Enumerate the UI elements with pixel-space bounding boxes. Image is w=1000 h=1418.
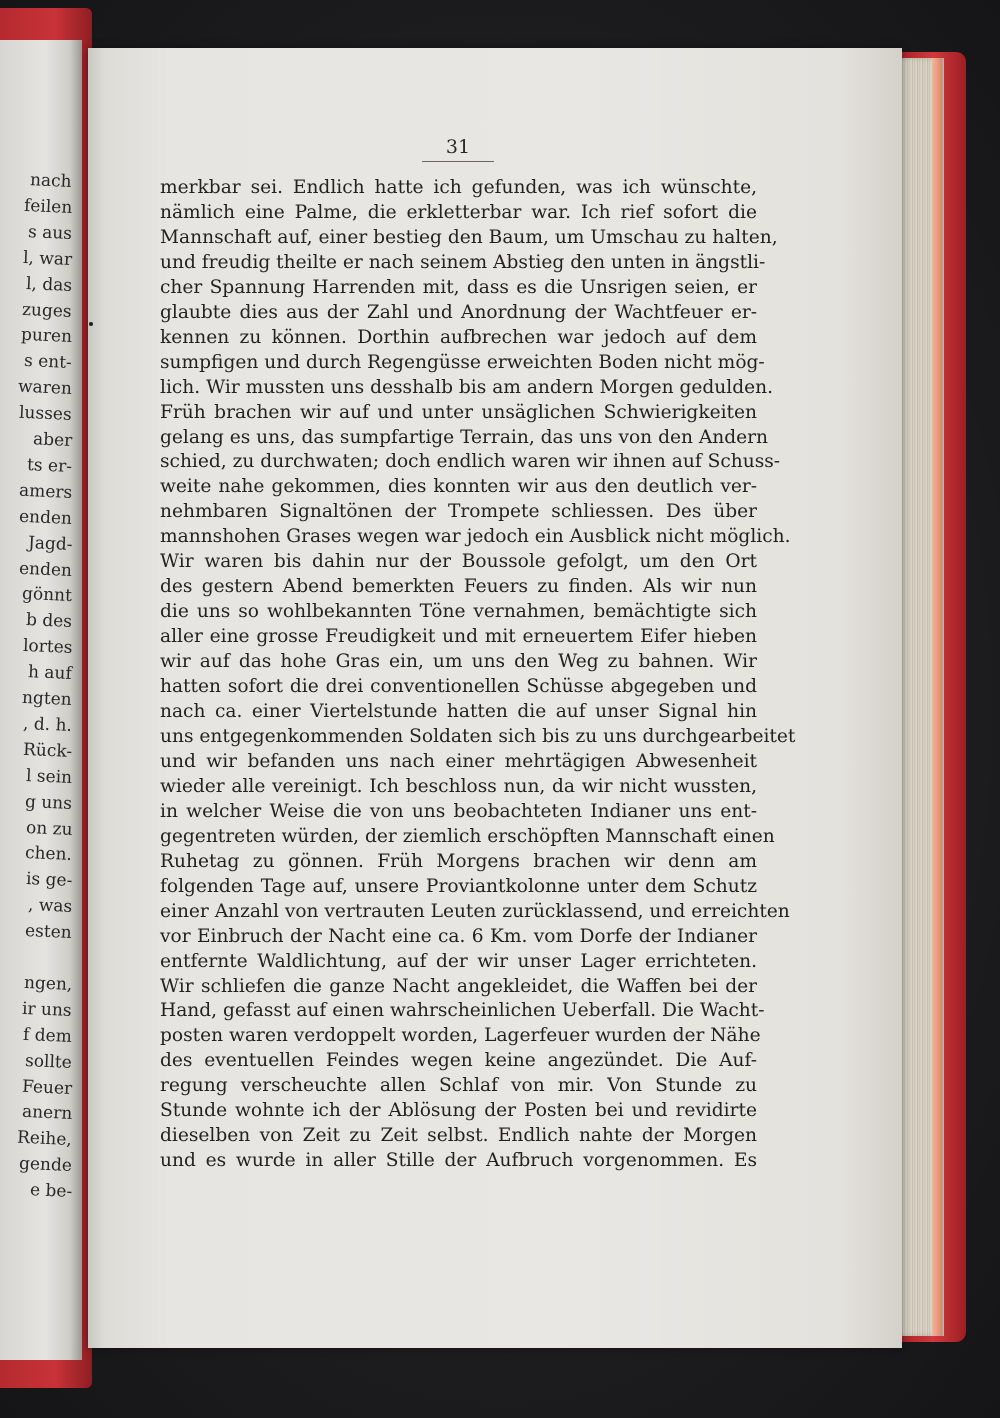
left-page-text-fragment: ir uns <box>22 998 73 1021</box>
text-line: weite nahe gekommen, dies konnten wir aus den deutlich ver- <box>160 476 757 498</box>
left-page-text-fragment: , was <box>27 895 73 918</box>
left-page-text-fragment: , d. h. <box>22 713 73 736</box>
text-line: regung verscheuchte allen Schlaf von mir. Von Stunde zu <box>160 1075 757 1097</box>
page-mark <box>89 322 93 326</box>
left-page-text-fragment: s ent- <box>23 351 73 374</box>
text-line: nämlich eine Palme, die erkletterbar war. Ich rief sofort die <box>160 201 757 223</box>
text-line: dieselben von Zeit zu Zeit selbst. Endlich nahte der Morgen <box>160 1125 757 1147</box>
text-line: folgenden Tage auf, unsere Proviantkolonne unter dem Schutz <box>160 875 757 897</box>
text-line: nach ca. einer Viertelstunde hatten die auf unser Signal hin <box>160 701 757 723</box>
text-line: vor Einbruch der Nacht eine ca. 6 Km. vom Dorfe der Indianer <box>160 925 757 947</box>
text-line: posten waren verdoppelt worden, Lagerfeuer wurden der Nähe <box>160 1025 761 1047</box>
text-line: sumpfigen und durch Regengüsse erweichten Boden nicht mög- <box>160 351 765 373</box>
left-page-text-fragment: s aus <box>27 221 73 244</box>
text-line: lich. Wir mussten uns desshalb bis am andern Morgen gedulden. <box>160 376 774 398</box>
left-page-text-fragment: sollte <box>24 1050 73 1073</box>
left-page-text-fragment: f dem <box>22 1024 73 1047</box>
left-page-text-fragment: is ge- <box>25 869 73 892</box>
left-page-text-fragment: b des <box>25 610 73 633</box>
left-page-text-fragment: ts er- <box>26 454 73 477</box>
text-line: und es wurde in aller Stille der Aufbruch vorgenommen. Es <box>160 1150 757 1172</box>
left-page-text-fragment: e be- <box>29 1180 73 1203</box>
text-line: und freudig theilte er nach seinem Abstieg den unten in ängstli- <box>160 251 766 273</box>
text-line: einer Anzahl von vertrauten Leuten zurücklassend, und erreichten <box>160 900 790 922</box>
left-page-text-fragment: amers <box>18 480 73 503</box>
left-page-text-fragment: g uns <box>24 791 73 814</box>
text-line: nehmbaren Signaltönen der Trompete schliessen. Des über <box>160 501 757 523</box>
text-line: glaubte dies aus der Zahl und Anordnung der Wachtfeuer er- <box>160 301 757 323</box>
text-line: in welcher Weise die von uns beobachteten Indianer uns ent- <box>160 800 757 822</box>
text-line: mannshohen Grases wegen war jedoch ein Ausblick nicht möglich. <box>160 526 791 548</box>
left-page-text-fragment: h auf <box>27 662 73 685</box>
left-page-text-fragment: feilen <box>23 195 73 218</box>
text-line: Stunde wohnte ich der Ablösung der Posten bei und revidirte <box>160 1100 757 1122</box>
text-line: Hand, gefasst auf einen wahrscheinlichen Ueberfall. Die Wacht- <box>160 1000 765 1022</box>
left-page-text-fragment: Rück- <box>22 739 73 762</box>
text-line: merkbar sei. Endlich hatte ich gefunden, was ich wünschte, <box>160 177 757 198</box>
left-page-text-fragment: anern <box>21 1102 73 1125</box>
left-page-text-fragment: l, das <box>25 273 73 296</box>
text-line: und wir befanden uns nach einer mehrtägigen Abwesenheit <box>160 750 757 772</box>
text-line: aller eine grosse Freudigkeit und mit erneuertem Eifer hieben <box>160 626 757 648</box>
page-edge-red-stain <box>932 58 942 1336</box>
text-line: die uns so wohlbekannten Töne vernahmen, bemächtigte sich <box>160 601 757 623</box>
left-page-text-fragment: esten <box>24 921 73 944</box>
left-page <box>0 40 82 1360</box>
text-line: des eventuellen Feindes wegen keine angezündet. Die Auf- <box>160 1050 757 1072</box>
text-line: uns entgegenkommenden Soldaten sich bis zu uns durchgearbeitet <box>160 725 796 747</box>
text-line: kennen zu können. Dorthin aufbrechen war jedoch auf dem <box>160 326 757 348</box>
left-page-text-fragment: enden <box>18 506 73 529</box>
page-number: 31 <box>422 136 494 162</box>
left-page-text-fragment: Reihe, <box>16 1127 73 1151</box>
text-line: gelang es uns, das sumpfartige Terrain, das uns von den Andern <box>160 426 769 448</box>
left-page-text-fragment: aber <box>32 429 73 451</box>
left-page-text-fragment: ngen, <box>23 972 73 995</box>
left-page-text-fragment: chen. <box>24 843 73 866</box>
left-page-text-fragment: l sein <box>25 765 73 788</box>
text-line: wieder alle vereinigt. Ich beschloss nun, da wir nicht wussten, <box>160 775 757 797</box>
text-line: Früh brachen wir auf und unter unsäglichen Schwierigkeiten <box>160 401 757 423</box>
body-text <box>160 176 796 1174</box>
text-line: entfernte Waldlichtung, auf der wir unser Lager errichteten. <box>160 950 757 972</box>
left-page-text-fragment: gende <box>18 1153 73 1177</box>
text-line: schied, zu durchwaten; doch endlich waren wir ihnen auf Schuss- <box>160 451 781 473</box>
text-line: hatten sofort die drei conventionellen Schüsse abgegeben und <box>160 676 757 698</box>
left-page-text-fragment: Jagd- <box>27 532 73 555</box>
text-line: cher Spannung Harrenden mit, dass es die Unsrigen seien, er <box>160 276 757 298</box>
left-page-text-fragment: lusses <box>19 402 73 426</box>
left-page-text-fragment: waren <box>17 376 73 400</box>
left-page-text-fragment: zuges <box>22 299 73 322</box>
left-page-text-fragment: gönnt <box>21 584 73 607</box>
left-page-text-fragment: on zu <box>25 817 73 840</box>
text-line: gegentreten würden, der ziemlich erschöpften Mannschaft einen <box>160 825 775 847</box>
left-page-text-fragment: nach <box>30 170 73 192</box>
left-page-text-fragment: Feuer <box>21 1076 73 1099</box>
left-page-text-fragment: l, war <box>22 247 73 270</box>
text-line: Mannschaft auf, einer bestieg den Baum, um Umschau zu halten, <box>160 226 778 248</box>
text-line: des gestern Abend bemerkten Feuers zu finden. Als wir nun <box>160 576 757 598</box>
text-line: Wir schliefen die ganze Nacht angekleidet, die Waffen bei der <box>160 975 757 997</box>
left-page-text-fragment: lortes <box>22 636 73 659</box>
left-page-text-fragment: enden <box>18 558 73 581</box>
text-line: Ruhetag zu gönnen. Früh Morgens brachen wir denn am <box>160 850 757 872</box>
left-page-text-fragment: puren <box>20 325 73 348</box>
left-page-text-fragment: ngten <box>21 687 73 710</box>
text-line: wir auf das hohe Gras ein, um uns den Weg zu bahnen. Wir <box>160 651 757 673</box>
text-line: Wir waren bis dahin nur der Boussole gefolgt, um den Ort <box>160 551 757 573</box>
